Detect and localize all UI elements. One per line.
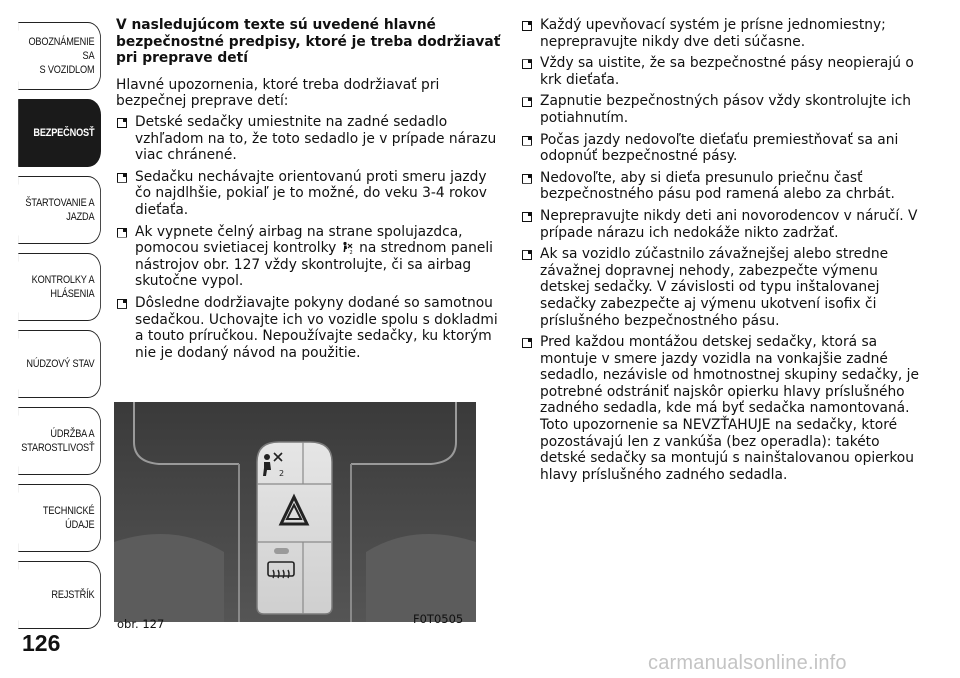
bullet-square-icon	[117, 173, 127, 183]
tab-label: TECHNICKÉ ÚDAJE	[42, 505, 95, 531]
list-item-text: Počas jazdy nedovoľte dieťaťu premiestňovať sa ani odopnúť bezpečnostné pásy.	[540, 131, 899, 165]
tab-label: NÚDZOVÝ STAV	[26, 358, 95, 370]
tab-oboznamenie[interactable]	[18, 22, 101, 90]
list-item-text: Ak vypnete čelný airbag na strane spolujazdca, pomocou svietiacej kontrolky	[135, 223, 463, 257]
intro-paragraph: Hlavné upozornenia, ktoré treba dodržiavať pri bezpečnej preprave detí:	[116, 76, 440, 110]
list-item-text: na strednom paneli nástrojov obr. 127 vždy skontrolujte, či sa airbag skutočne vypol.	[135, 240, 493, 290]
list-item	[116, 169, 501, 219]
tab-udrzba[interactable]	[18, 407, 101, 475]
bullet-square-icon	[522, 174, 532, 184]
list-item	[521, 170, 921, 203]
bullet-square-icon	[522, 59, 532, 69]
list-item-airbag	[116, 224, 501, 290]
tab-label: OBOZNÁMENIE SA S VOZIDLOM	[28, 36, 95, 76]
list-item-text: Detské sedačky umiestnite na zadné sedadlo vzhľadom na to, že toto sedadlo je v prípade nárazu viac chránené.	[135, 113, 497, 164]
svg-text:2: 2	[279, 469, 285, 478]
list-item-text: Dôsledne dodržiavajte pokyny dodané so samotnou sedačkou. Uchovajte ich vo vozidle spolu s dokladmi a touto príručkou. Nepoužívajte sedačky, ku ktorým nie je dodaný návod na použitie.	[135, 294, 498, 361]
sidebar-chapter-tabs	[0, 0, 103, 640]
list-item-text: Neprepravujte nikdy deti ani novorodencov v náručí. V prípade nárazu ich nedokáže nikto zadržať.	[540, 207, 918, 241]
airbag-off-icon	[341, 241, 355, 255]
list-item-text: Sedačku nechávajte orientovanú proti smeru jazdy čo najdlhšie, pokiaľ je to možné, do veku 3-4 rokov dieťaťa.	[135, 168, 487, 218]
list-item-text: Ak sa vozidlo zúčastnilo závažnejšej alebo stredne závažnej dopravnej nehody, zabezpečte výmenu detskej sedačky. V závislosti od typu inštalovanej sedačky zabezpečte aj výmenu ukotvení isofix či príslušného bezpečnostného pásu.	[540, 246, 889, 329]
right-text-column	[521, 17, 921, 488]
list-item	[521, 334, 921, 483]
list-item	[521, 17, 921, 50]
tab-bezpecnost[interactable]	[18, 99, 101, 167]
list-item-text: Vždy sa uistite, že sa bezpečnostné pásy neopierajú o krk dieťaťa.	[540, 55, 914, 88]
center-console-illustration	[114, 402, 476, 622]
bullet-square-icon	[522, 250, 532, 260]
watermark: carmanualsonline.info	[648, 652, 847, 674]
tab-technicke-udaje[interactable]	[18, 484, 101, 552]
bullet-square-icon	[117, 118, 127, 128]
bullet-square-icon	[117, 228, 127, 238]
list-item-text: Nedovoľte, aby si dieťa presunulo priečnu časť bezpečnostného pásu pod ramená alebo za chrbát.	[540, 169, 895, 203]
svg-text:2: 2	[349, 250, 353, 256]
tab-kontrolky[interactable]	[18, 253, 101, 321]
tab-nudzovy-stav[interactable]	[18, 330, 101, 398]
tab-label: ŠTARTOVANIE A JAZDA	[25, 197, 95, 223]
tab-label: ÚDRŽBA A STAROSTLIVOSŤ	[21, 428, 95, 454]
left-text-column	[116, 17, 501, 366]
list-item-text: Každý upevňovací systém je prísne jednomiestny; neprepravujte nikdy dve deti súčasne.	[540, 17, 886, 50]
bullet-square-icon	[522, 212, 532, 222]
list-item	[521, 208, 921, 241]
page-number: 126	[22, 630, 61, 656]
tab-label: KONTROLKY A HLÁSENIA	[31, 274, 95, 300]
list-item	[116, 114, 501, 164]
list-item	[116, 295, 501, 361]
bullet-square-icon	[522, 338, 532, 348]
list-item	[521, 132, 921, 165]
list-item-text: Pred každou montážou detskej sedačky, ktorá sa montuje v smere jazdy vozidla na vonkajšie zadné sedadlo, nezávisle od hmotnostnej skupiny sedačky, je potrebné odstrániť najskôr opierku hlavy príslušného zadného sedadla, kde má byť sedačka namontovaná. Toto upozornenie sa NEVZŤAHUJE na sedačky, ktoré pozostávajú len z vankúša (bez operadla): takéto detské sedačky sa montujú s nainštalovanou opierkou hlavy príslušného zadného sedadla.	[540, 334, 919, 483]
dashboard-figure	[114, 402, 476, 622]
bullet-square-icon	[522, 21, 532, 31]
list-item-text: Zapnutie bezpečnostných pásov vždy skontrolujte ich potiahnutím.	[540, 93, 912, 126]
section-heading: V nasledujúcom texte sú uvedené hlavné bezpečnostné predpisy, ktoré je treba dodržiavať pri preprave detí	[116, 17, 501, 67]
bullet-square-icon	[522, 97, 532, 107]
list-item	[521, 55, 921, 88]
tab-label: REJSTŘÍK	[51, 589, 95, 601]
tab-rejstrik[interactable]	[18, 561, 101, 629]
bullet-square-icon	[522, 136, 532, 146]
tab-startovanie[interactable]	[18, 176, 101, 244]
list-item	[521, 246, 921, 329]
list-item	[521, 93, 921, 126]
figure-code: F0T0505	[413, 612, 464, 626]
tab-label: BEZPEČNOSŤ	[33, 127, 95, 139]
bullet-square-icon	[117, 299, 127, 309]
figure-caption: obr. 127	[117, 617, 165, 631]
